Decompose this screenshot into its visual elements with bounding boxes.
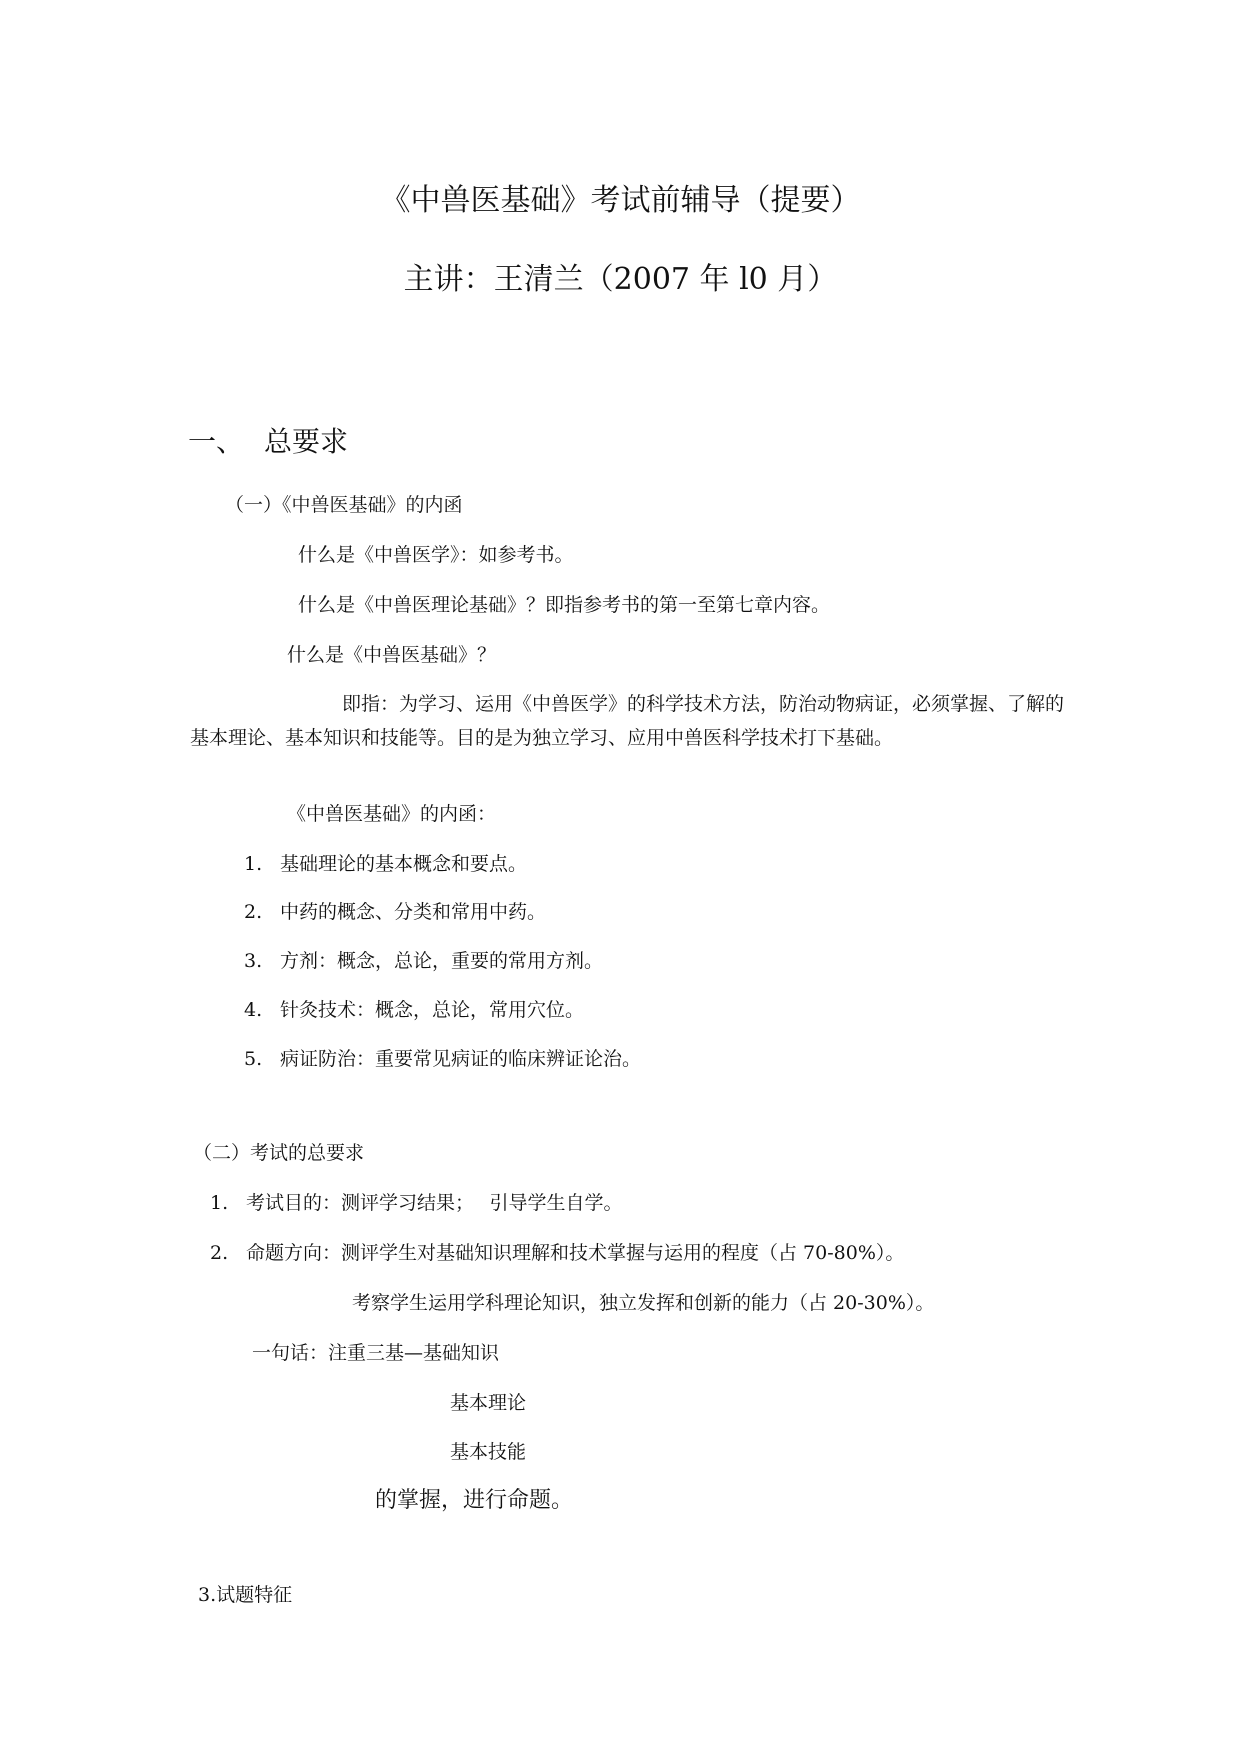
section-heading-number: 一、	[188, 425, 245, 458]
question-1: 什么是《中兽医学》：如参考书。	[298, 544, 574, 566]
subsection-heading-1: （一）《中兽医基础》的内函	[225, 494, 463, 516]
document-title: 《中兽医基础》考试前辅导（提要）	[380, 183, 861, 218]
definition-paragraph	[190, 687, 1070, 755]
list-intro: 《中兽医基础》的内函：	[287, 803, 497, 825]
definition-text: 即指：为学习、运用《中兽医学》的科学技术方法，防治动物病证，必须掌握、了解的基本理论、基本知识和技能等。目的是为独立学习、应用中兽医科学技术打下基础。	[190, 693, 1065, 749]
section-heading: 总要求	[264, 425, 349, 458]
summary-line: 一句话：注重三基—基础知识	[252, 1342, 500, 1364]
question-3: 什么是《中兽医基础》？	[287, 644, 497, 666]
exam-item-2-continued: 考察学生运用学科理论知识，独立发挥和创新的能力（占 20-30%）。	[352, 1292, 935, 1314]
list-item: 1. 基础理论的基本概念和要点。	[244, 853, 528, 875]
question-2: 什么是《中兽医理论基础》？即指参考书的第一至第七章内容。	[298, 594, 831, 616]
lecturer-line: 主讲：王清兰（2007 年 l0 月）	[403, 262, 838, 297]
exam-item-1: 1. 考试目的：测评学习结果； 引导学生自学。	[210, 1192, 623, 1214]
list-item: 5. 病证防治：重要常见病证的临床辨证论治。	[244, 1048, 642, 1070]
subsection-heading-3: 3.试题特征	[198, 1584, 293, 1606]
exam-item-2: 2. 命题方向：测评学生对基础知识理解和技术掌握与运用的程度（占 70-80%）。	[210, 1242, 905, 1264]
closing-line: 的掌握，进行命题。	[375, 1488, 574, 1513]
list-item: 2. 中药的概念、分类和常用中药。	[244, 901, 547, 923]
list-item: 3. 方剂：概念，总论，重要的常用方剂。	[244, 950, 604, 972]
basic-theory: 基本理论	[450, 1392, 527, 1414]
basic-skills: 基本技能	[450, 1441, 527, 1463]
subsection-heading-2: （二）考试的总要求	[193, 1142, 365, 1164]
list-item: 4. 针灸技术：概念，总论，常用穴位。	[244, 999, 585, 1021]
